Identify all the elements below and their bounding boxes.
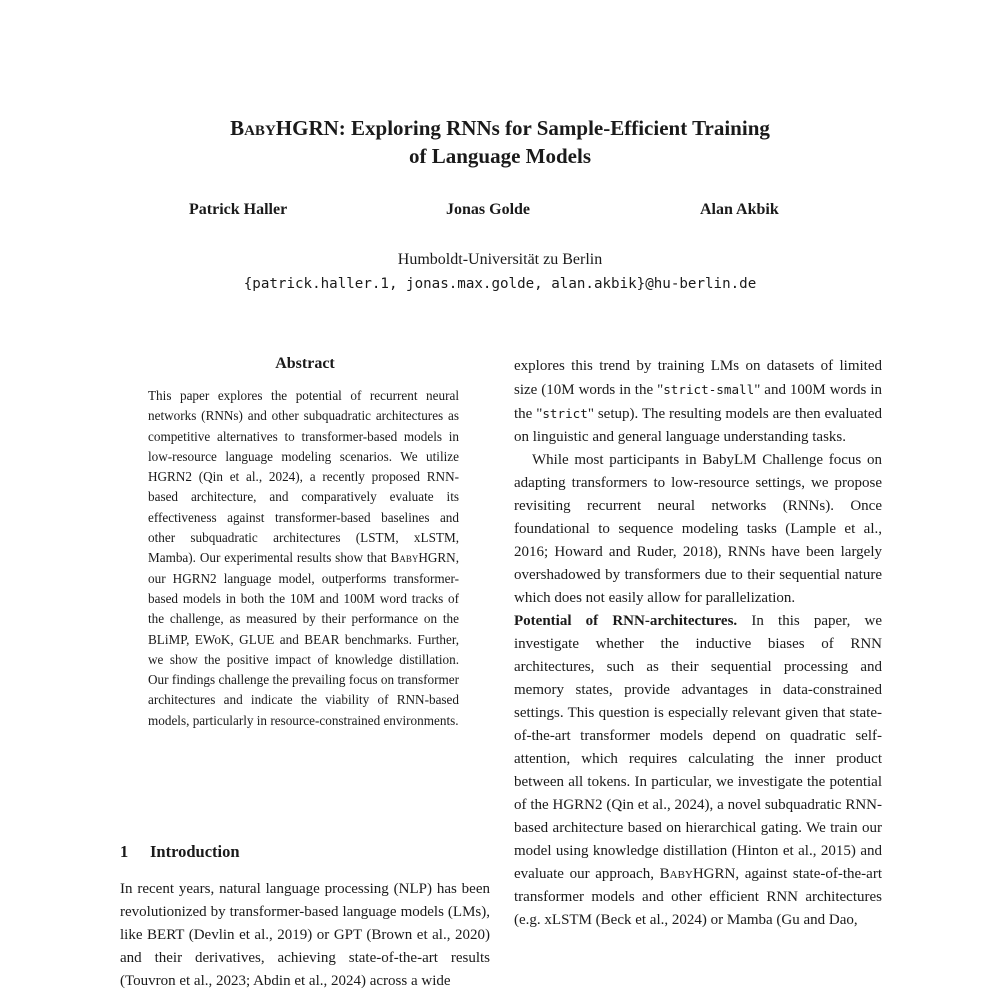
introduction-paragraph: In recent years, natural language processing (NLP) has been revolutionized by transformer-based language models (LMs), like BERT (Devlin et al., 2019) or GPT (Brown et al., 2020) and their derivatives, achieving state-of-the-art results (Touvron et al., 2023; Abdin et al., 2024) across a wide bbox=[120, 881, 490, 989]
section-heading-introduction bbox=[120, 842, 240, 862]
affiliation-block bbox=[0, 248, 1000, 296]
p1-text-b: " and 100M words in the " bbox=[514, 382, 882, 422]
title-line-1-rest: : Exploring RNNs for Sample-Efficient Training bbox=[338, 116, 770, 140]
abstract-heading: Abstract bbox=[275, 355, 335, 372]
right-paragraph-1 bbox=[514, 355, 882, 449]
abstract-text-1: This paper explores the potential of recurrent neural networks (RNNs) and other subquadratic architectures as competitive alternatives to transformer-based models in low-resource language modeling scenarios. We utilize HGRN2 (Qin et al., 2024), a recently proposed RNN-based architecture, and comparatively evaluate its effectiveness against transformer-based baselines and other subquadratic architectures (LSTM, xLSTM, Mamba). Our experimental results show that bbox=[148, 388, 459, 566]
right-paragraph-2: While most participants in BabyLM Challenge focus on adapting transformers to low-resource settings, we propose revisiting recurrent neural networks (RNNs). Once foundational to sequence modeling tasks (Lample et al., 2016; Howard and Ruder, 2018), RNNs have been largely overshadowed by transformers due to their sequential nature which does not easily allow for parallelization. bbox=[514, 452, 882, 606]
p1-text-a: explores this trend by training LMs on datasets of limited size (10M words in the " bbox=[514, 358, 882, 398]
paragraph-heading-rnn-potential: Potential of RNN-architectures. bbox=[514, 613, 738, 629]
section-number: 1 bbox=[120, 842, 129, 861]
p3-text-a: In this paper, we investigate whether the inductive biases of RNN architectures, such as their sequential processing and memory states, provide advantages in data-constrained settings. This question is especially relevant given that state-of-the-art transformer models depend on quadratic self-attention, which requires calculating the inner product between all tokens. In particular, we investigate the potential of the HGRN2 (Qin et al., 2024), a novel subquadratic RNN-based architecture based on hierarchical gating. We train our model using knowledge distillation (Hinton et al., 2015) and evaluate our approach, bbox=[514, 613, 882, 882]
right-paragraph-3 bbox=[514, 610, 882, 932]
author-1: Patrick Haller bbox=[189, 201, 288, 218]
title-system-name: BabyHGRN bbox=[230, 116, 339, 140]
abstract-text-2: , our HGRN2 language model, outperforms transformer-based models in both the 10M and 100M word tracks of the challenge, as measured by their performance on the BLiMP, EWoK, GLUE and BEAR benchmarks. Further, we show the positive impact of knowledge distillation. Our findings challenge the prevailing focus on transformer architectures and indicate the viability of RNN-based models, particularly in resource-constrained environments. bbox=[148, 550, 459, 728]
author-2: Jonas Golde bbox=[446, 201, 531, 218]
title-line-2: of Language Models bbox=[408, 144, 591, 168]
section-title: Introduction bbox=[150, 842, 240, 861]
p1-text-c: " setup). The resulting models are then evaluated on linguistic and general language understanding tasks. bbox=[514, 406, 882, 445]
paper-title bbox=[0, 114, 1000, 170]
author-3: Alan Akbik bbox=[700, 201, 779, 218]
code-strict-small: strict-small bbox=[663, 382, 755, 397]
p3-system-name: BabyHGRN bbox=[659, 866, 736, 882]
p3-text-b: , against state-of-the-art transformer models and other efficient RNN architectures (e.g. xLSTM (Beck et al., 2024) or Mamba (Gu and Dao, bbox=[514, 866, 882, 928]
author-emails: {patrick.haller.1, jonas.max.golde, alan.akbik}@hu-berlin.de bbox=[243, 276, 757, 292]
title-line-1 bbox=[0, 114, 1000, 142]
affiliation: Humboldt-Universität zu Berlin bbox=[397, 251, 603, 268]
right-column bbox=[514, 355, 882, 932]
code-strict: strict bbox=[542, 406, 588, 421]
abstract-system-name: BabyHGRN bbox=[390, 550, 456, 566]
abstract-body bbox=[148, 386, 459, 731]
